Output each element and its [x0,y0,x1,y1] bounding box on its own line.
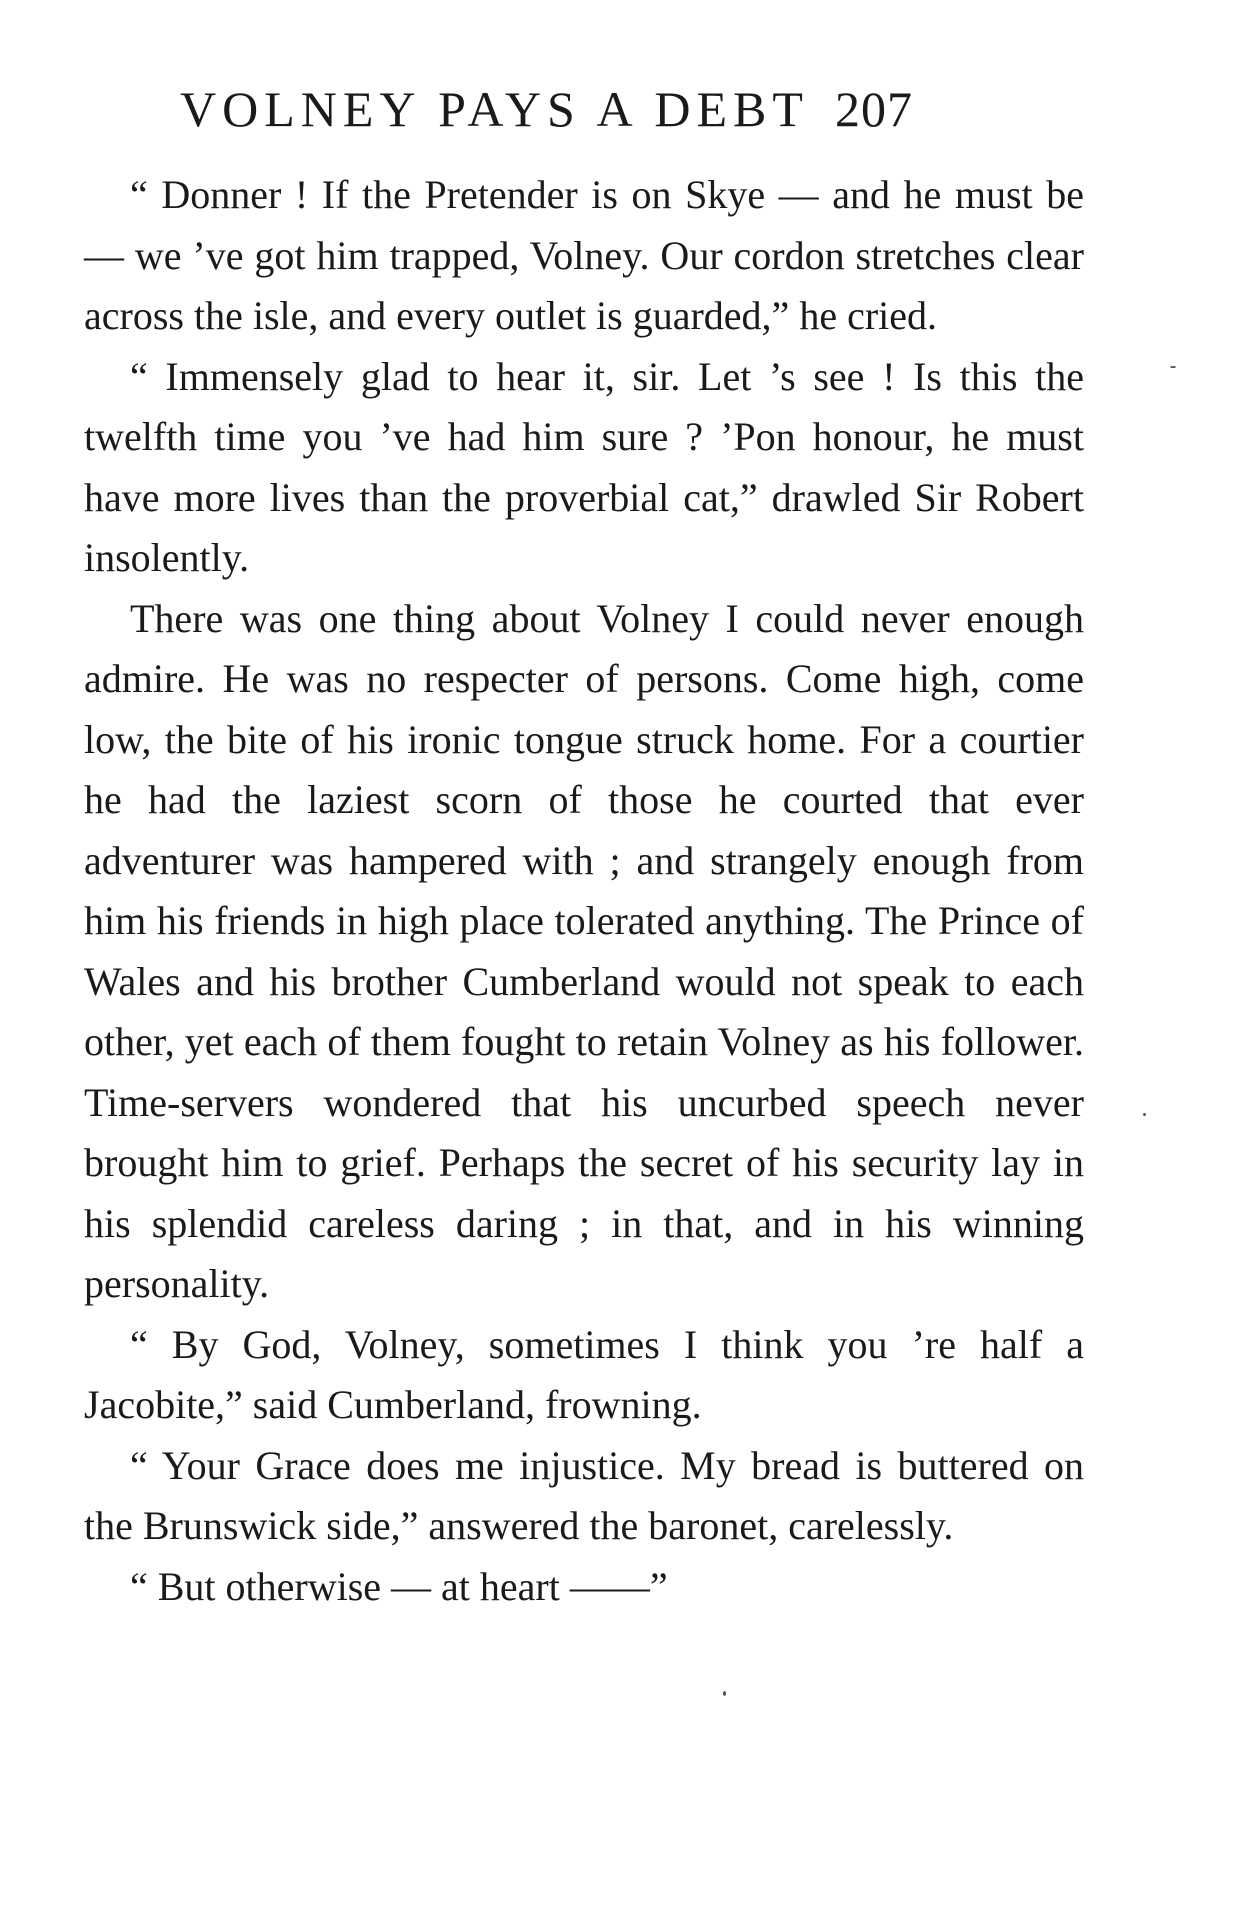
paragraph: “ Immensely glad to hear it, sir. Let ’s see ! Is this the twelfth time you ’ve had him sure ? ’Pon honour, he must have more lives than the proverbial cat,” drawled Sir Robert insolently. [84,353,1084,580]
page-number: 207 [834,81,913,137]
paragraph: “ Donner ! If the Pretender is on Skye — and he must be — we ’ve got him trapped, Volney. Our cordon stretches clear across the isle, and every outlet is guarded,” he cried. [84,172,1084,338]
paragraph: “ Your Grace does me injustice. My bread is buttered on the Brunswick side,” answered the baronet, carelessly. [84,1442,1084,1548]
scan-speck [1170,366,1176,368]
body-text [84,165,1084,1617]
scan-speck [723,1691,726,1696]
paragraph: “ But otherwise — at heart ——” [130,1563,668,1609]
running-title: VOLNEY PAYS A DEBT [180,81,809,137]
paragraph: There was one thing about Volney I could never enough admire. He was no respecter of persons. Come high, come low, the bite of his ironic tongue struck home. For a courtier he had the laziest scorn of those he courted that ever adventurer was hampered with ; and strangely enough from him his friends in high place tolerated anything. The Prince of Wales and his brother Cumberland would not speak to each other, yet each of them fought to retain Volney as his follower. Time-servers wondered that his uncurbed speech never brought him to grief. Perhaps the secret of his security lay in his splendid careless daring ; in that, and in his winning personality. [84,595,1084,1306]
scan-speck [1143,1113,1146,1116]
running-head [180,74,1060,144]
paragraph: “ By God, Volney, sometimes I think you ’re half a Jacobite,” said Cumberland, frowning. [84,1321,1084,1427]
